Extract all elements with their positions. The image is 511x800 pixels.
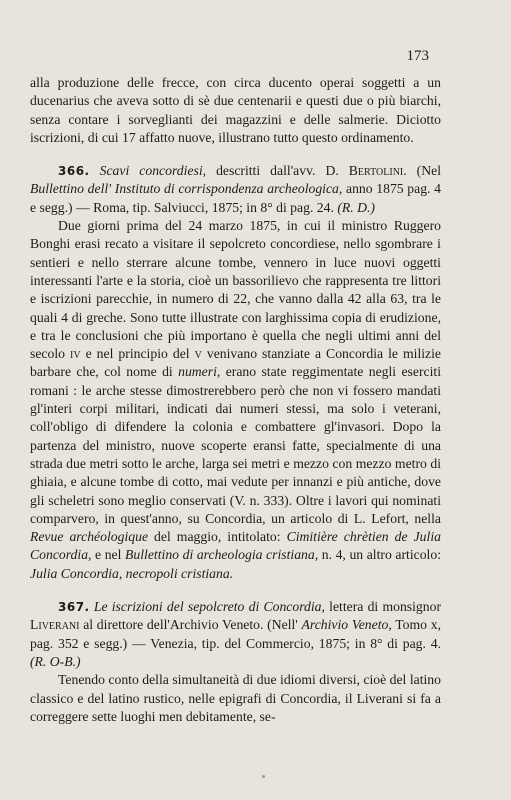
journal-title: Bullettino dell' Instituto di corrispondenza archeologica, bbox=[30, 181, 343, 197]
entry-number: 367. bbox=[58, 600, 90, 615]
reviewer-initials: (R. D.) bbox=[337, 199, 375, 215]
entry-366-body: Due giorni prima del 24 marzo 1875, in cui il ministro Ruggero Bonghi erasi recato a visitare il sepolcreto concordiese, nello sgombrare i sentieri e nello sterrare alcune tombe, vennero in luce nuovi oggetti interessanti l'arte e la storia, cioè un bassorilievo che rappresenta tre littori e iscrizioni parecchie, in numero di 22, che vanno dalla 42 alla 63, tra le quali 4 di greche. Sono tutte illustrate con larghissima copia di erudizione, e tra le conclusioni che più importano è quella che negli ultimi anni del secolo iv e nel principio del v venivano stanziate a Concordia le milizie barbare che, col nome di numeri, erano state reggimentate negli eserciti romani : le arche stesse dimostrerebbero però che non vi fossero mandati gl'interi corpi militari, indicati dai numeri stessi, ma solo i veterani, coll'obligo di difendere la colonia e combattere gl'invasori. Dopo la partenza del ministro, nuove scoperte eransi fatte, specialmente di una strada due metri sotto le arche, larga sei metri e mezzo con mezzo metro di ghiaia, e alcune tombe di cotto, mai vedute per innanzi e più antiche, dove gli scheletri sono meglio conservati (V. n. 333). Oltre i lavori qui nominati comparvero, in quest'anno, su Concordia, un articolo di L. Lefort, nella Revue archéologique del maggio, intitolato: Cimitière chrètien de Julia Concordia, e nel Bullettino di archeologia cristiana, n. 4, un altro articolo: Julia Concordia, necropoli cristiana. bbox=[30, 218, 442, 581]
paragraph-top: alla produzione delle frecce, con circa ducento operai soggetti a un ducenarius che aveva sotto di sè due centenarii e questi due o più biarchi, senza contare i sorveglianti dei magazzini e delle salmerie. Diciotto iscrizioni, di cui 17 affatto nuove, illustrano tutto questo ordinamento. bbox=[30, 75, 441, 145]
page-number: 173 bbox=[406, 48, 429, 64]
entry-366-heading: 366. Scavi concordiesi, descritti dall'avv. D. Bertolini. (Nel Bullettino dell' Instituto di corrispondenza archeologica, anno 1875 pag. 4 e segg.) — Roma, tip. Salviucci, 1875; in 8° di pag. 24. (R. D.) bbox=[30, 163, 442, 215]
entry-number: 366. bbox=[58, 164, 90, 179]
page-speck bbox=[262, 775, 265, 778]
author-name: Bertolini bbox=[348, 163, 404, 179]
author-name: Liverani bbox=[30, 617, 80, 633]
entry-367-heading: 367. Le iscrizioni del sepolcreto di Concordia, lettera di monsignor Liverani al direttore dell'Archivio Veneto. (Nell' Archivio Veneto, Tomo x, pag. 352 e segg.) — Venezia, tip. del Commercio, 1875; in 8° di pag. 4. (R. O-B.) bbox=[30, 599, 442, 669]
reviewer-initials: (R. O-B.) bbox=[30, 653, 81, 669]
entry-title: Scavi concordiesi, bbox=[99, 163, 207, 179]
entry-title: Le iscrizioni del sepolcreto di Concordia, bbox=[93, 599, 325, 615]
entry-367-body: Tenendo conto della simultaneità di due idiomi diversi, cioè del latino classico e del latino rustico, nelle epigrafi di Concordia, il Liverani si fa a correggere sette luoghi men debitamente, se- bbox=[30, 672, 441, 724]
page-body bbox=[30, 74, 441, 726]
journal-title: Archivio Veneto, bbox=[301, 617, 392, 633]
